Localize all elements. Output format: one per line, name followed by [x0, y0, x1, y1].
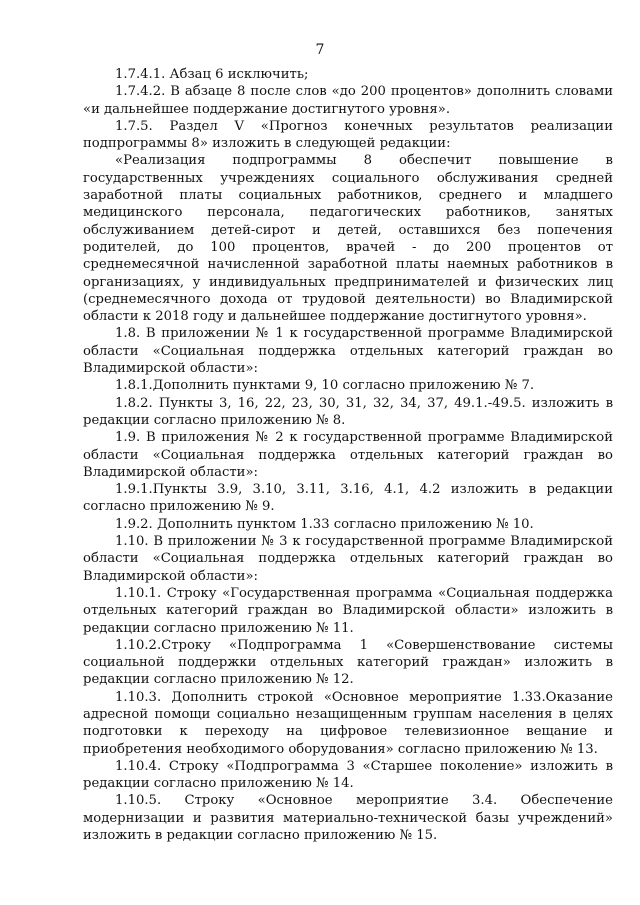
paragraph-1-7-4-1: 1.7.4.1. Абзац 6 исключить;: [115, 67, 309, 82]
paragraph-1-8-2: 1.8.2. Пункты 3, 16, 22, 23, 30, 31, 32, 34, 37, 49.1.-49.5. изложить в редакции согласно приложению № 8.: [83, 395, 613, 428]
paragraph-1-10: 1.10. В приложении № 3 к государственной программе Владимирской области «Социальная поддержка отдельных категорий граждан во Владимирской области»:: [83, 534, 613, 584]
paragraph-1-9-2: 1.9.2. Дополнить пунктом 1.33 согласно приложению № 10.: [115, 516, 534, 532]
paragraph-1-10-4: 1.10.4. Строку «Подпрограмма 3 «Старшее поколение» изложить в редакции согласно приложению № 14.: [83, 758, 613, 792]
paragraph-1-10-1: 1.10.1. Строку «Государственная программа «Социальная поддержка отдельных категорий граждан во Владимирской области» изложить в редакции согласно приложению № 11.: [83, 585, 613, 636]
paragraph-1-10-2: 1.10.2.Строку «Подпрограмма 1 «Совершенствование системы социальной поддержки отдельных категорий граждан» изложить в редакции согласно приложению № 12.: [83, 637, 613, 688]
paragraph-1-10-3: 1.10.3. Дополнить строкой «Основное мероприятие 1.33.Оказание адресной помощи социально незащищенным группам населения в целях подготовки к переходу на цифровое телевизионное вещание и приобретения необходимого оборудования» согласно приложению № 13.: [83, 689, 613, 757]
document-body: [83, 66, 613, 844]
paragraph-1-8: 1.8. В приложении № 1 к государственной программе Владимирской области «Социальная поддержка отдельных категорий граждан во Владимирской области»:: [83, 326, 613, 377]
paragraph-quoted-section-v: «Реализация подпрограммы 8 обеспечит повышение в государственных учреждениях социального обслуживания средней заработной платы социальных работников, среднего и младшего медицинского персонала, педагогических работников, занятых обслуживанием детей-сирот и детей, оставшихся без попечения родителей, до 100 процентов, врачей - до 200 процентов от среднемесячной начисленной заработной платы наемных работников в организациях, у индивидуальных предпринимателей и физических лиц (среднемесячного дохода от трудовой деятельности) во Владимирской области к 2018 году и дальнейшее поддержание достигнутого уровня».: [83, 153, 613, 325]
paragraph-1-7-4-2: 1.7.4.2. В абзаце 8 после слов «до 200 процентов» дополнить словами «и дальнейшее поддержание достигнутого уровня».: [83, 84, 613, 117]
page-number: 7: [315, 42, 325, 58]
paragraph-1-7-5: 1.7.5. Раздел V «Прогноз конечных результатов реализации подпрограммы 8» изложить в следующей редакции:: [83, 118, 613, 152]
paragraph-1-8-1: 1.8.1.Дополнить пунктами 9, 10 согласно приложению № 7.: [115, 378, 535, 394]
paragraph-1-9: 1.9. В приложения № 2 к государственной программе Владимирской области «Социальная поддержка отдельных категорий граждан во Владимирской области»:: [83, 430, 613, 480]
paragraph-1-10-5: 1.10.5. Строку «Основное мероприятие 3.4. Обеспечение модернизации и развития материально-технической базы учреждений» изложить в редакции согласно приложению № 15.: [83, 793, 613, 844]
paragraph-1-9-1: 1.9.1.Пункты 3.9, 3.10, 3.11, 3.16, 4.1, 4.2 изложить в редакции согласно приложению № 9.: [83, 482, 613, 515]
